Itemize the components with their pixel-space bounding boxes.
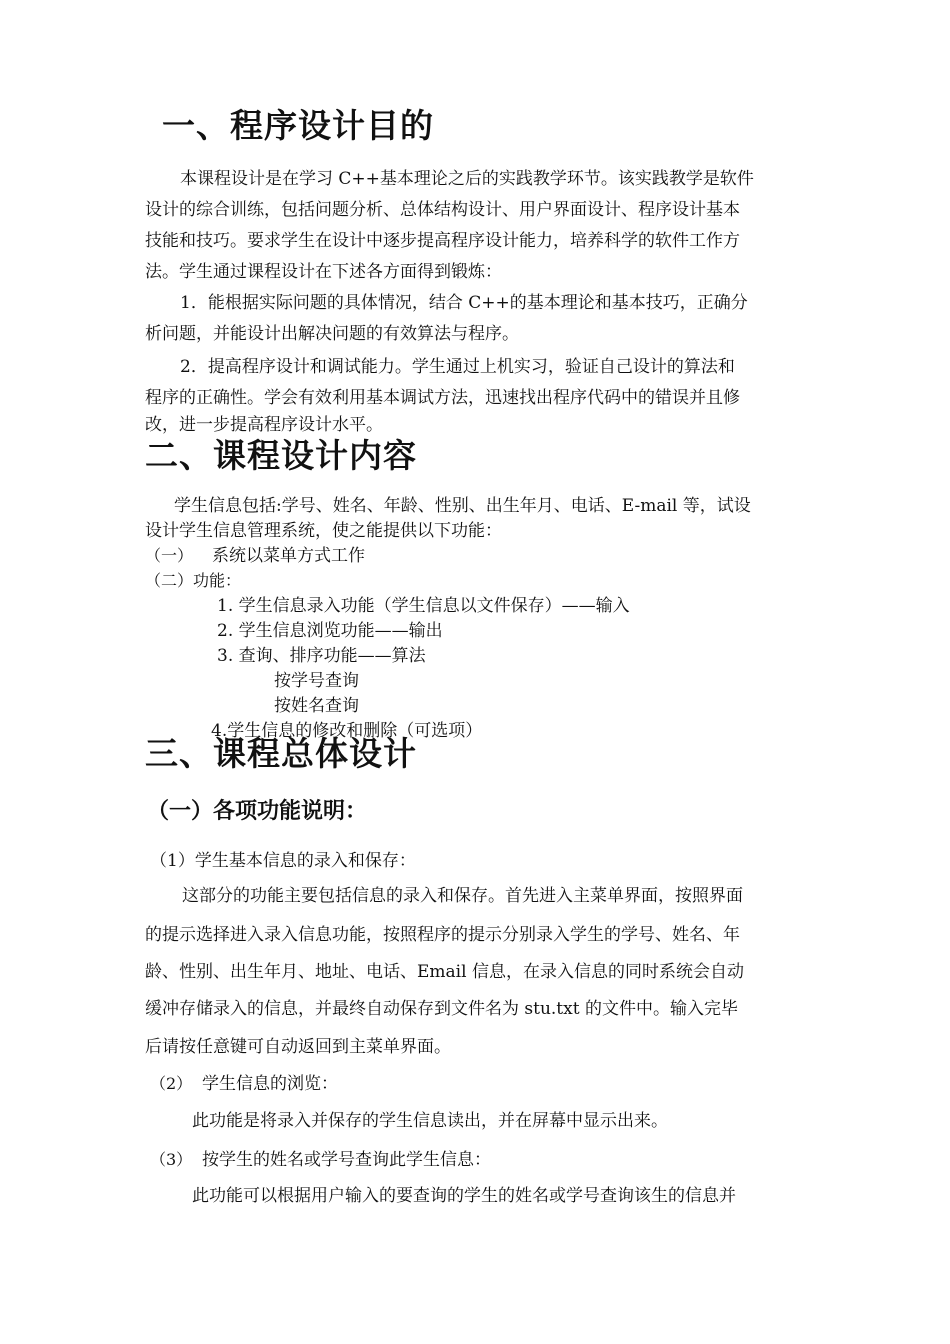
section2-heading: 二、课程设计内容 bbox=[145, 436, 417, 475]
section2-line: 学生信息包括:学号、姓名、年龄、性别、出生年月、电话、E-mail 等，试设 bbox=[174, 496, 751, 516]
section2-item1-text: 系统以菜单方式工作 bbox=[212, 546, 365, 566]
paragraph-title: （1）学生基本信息的录入和保存： bbox=[150, 851, 416, 871]
function-item: 4.学生信息的修改和删除（可选项） bbox=[211, 721, 483, 741]
paragraph-line: 这部分的功能主要包括信息的录入和保存。首先进入主菜单界面，按照界面 bbox=[182, 886, 743, 906]
section3-heading: 三、课程总体设计 bbox=[145, 734, 417, 773]
section1-line: 2．提高程序设计和调试能力。学生通过上机实习，验证自己设计的算法和 bbox=[180, 357, 735, 377]
paragraph-line: 后请按任意键可自动返回到主菜单界面。 bbox=[145, 1037, 451, 1057]
function-item: 2. 学生信息浏览功能——输出 bbox=[217, 621, 443, 641]
paragraph-line: 此功能可以根据用户输入的要查询的学生的姓名或学号查询该生的信息并 bbox=[192, 1186, 736, 1206]
function-item: 1. 学生信息录入功能（学生信息以文件保存）——输入 bbox=[217, 596, 630, 616]
paragraph-title: 按学生的姓名或学号查询此学生信息： bbox=[202, 1150, 491, 1170]
paragraph-line: 的提示选择进入录入信息功能，按照程序的提示分别录入学生的学号、姓名、年 bbox=[145, 925, 740, 945]
section1-line: 技能和技巧。要求学生在设计中逐步提高程序设计能力，培养科学的软件工作方 bbox=[145, 231, 740, 251]
section1-line: 设计的综合训练，包括问题分析、总体结构设计、用户界面设计、程序设计基本 bbox=[145, 200, 740, 220]
paragraph-line: 缓冲存储录入的信息，并最终自动保存到文件名为 stu.txt 的文件中。输入完毕 bbox=[145, 999, 738, 1019]
function-item: 3. 查询、排序功能——算法 bbox=[217, 646, 426, 666]
section1-line: 改，进一步提高程序设计水平。 bbox=[145, 415, 383, 435]
paragraph-line: 龄、性别、出生年月、地址、电话、Email 信息，在录入信息的同时系统会自动 bbox=[145, 962, 744, 982]
section1-line: 本课程设计是在学习 C++基本理论之后的实践教学环节。该实践教学是软件 bbox=[180, 169, 754, 189]
paragraph-label: （2） bbox=[150, 1074, 193, 1093]
section1-heading: 一、程序设计目的 bbox=[162, 106, 434, 145]
paragraph-line: 此功能是将录入并保存的学生信息读出，并在屏幕中显示出来。 bbox=[192, 1111, 668, 1131]
section2-item2-label: （二）功能： bbox=[145, 571, 242, 590]
paragraph-title: 学生信息的浏览： bbox=[202, 1074, 338, 1094]
section2-line: 设计学生信息管理系统，使之能提供以下功能： bbox=[145, 521, 502, 541]
sub-function-item: 按姓名查询 bbox=[274, 696, 359, 716]
section3-subheading: （一）各项功能说明： bbox=[147, 799, 368, 824]
sub-function-item: 按学号查询 bbox=[274, 671, 359, 691]
section2-item1-label: （一） bbox=[145, 546, 194, 565]
section1-line: 析问题，并能设计出解决问题的有效算法与程序。 bbox=[145, 324, 519, 344]
paragraph-label: （3） bbox=[150, 1150, 193, 1169]
section1-line: 程序的正确性。学会有效利用基本调试方法，迅速找出程序代码中的错误并且修 bbox=[145, 388, 740, 408]
section1-line: 1．能根据实际问题的具体情况，结合 C++的基本理论和基本技巧，正确分 bbox=[180, 293, 748, 313]
section1-line: 法。学生通过课程设计在下述各方面得到锻炼： bbox=[145, 262, 502, 282]
